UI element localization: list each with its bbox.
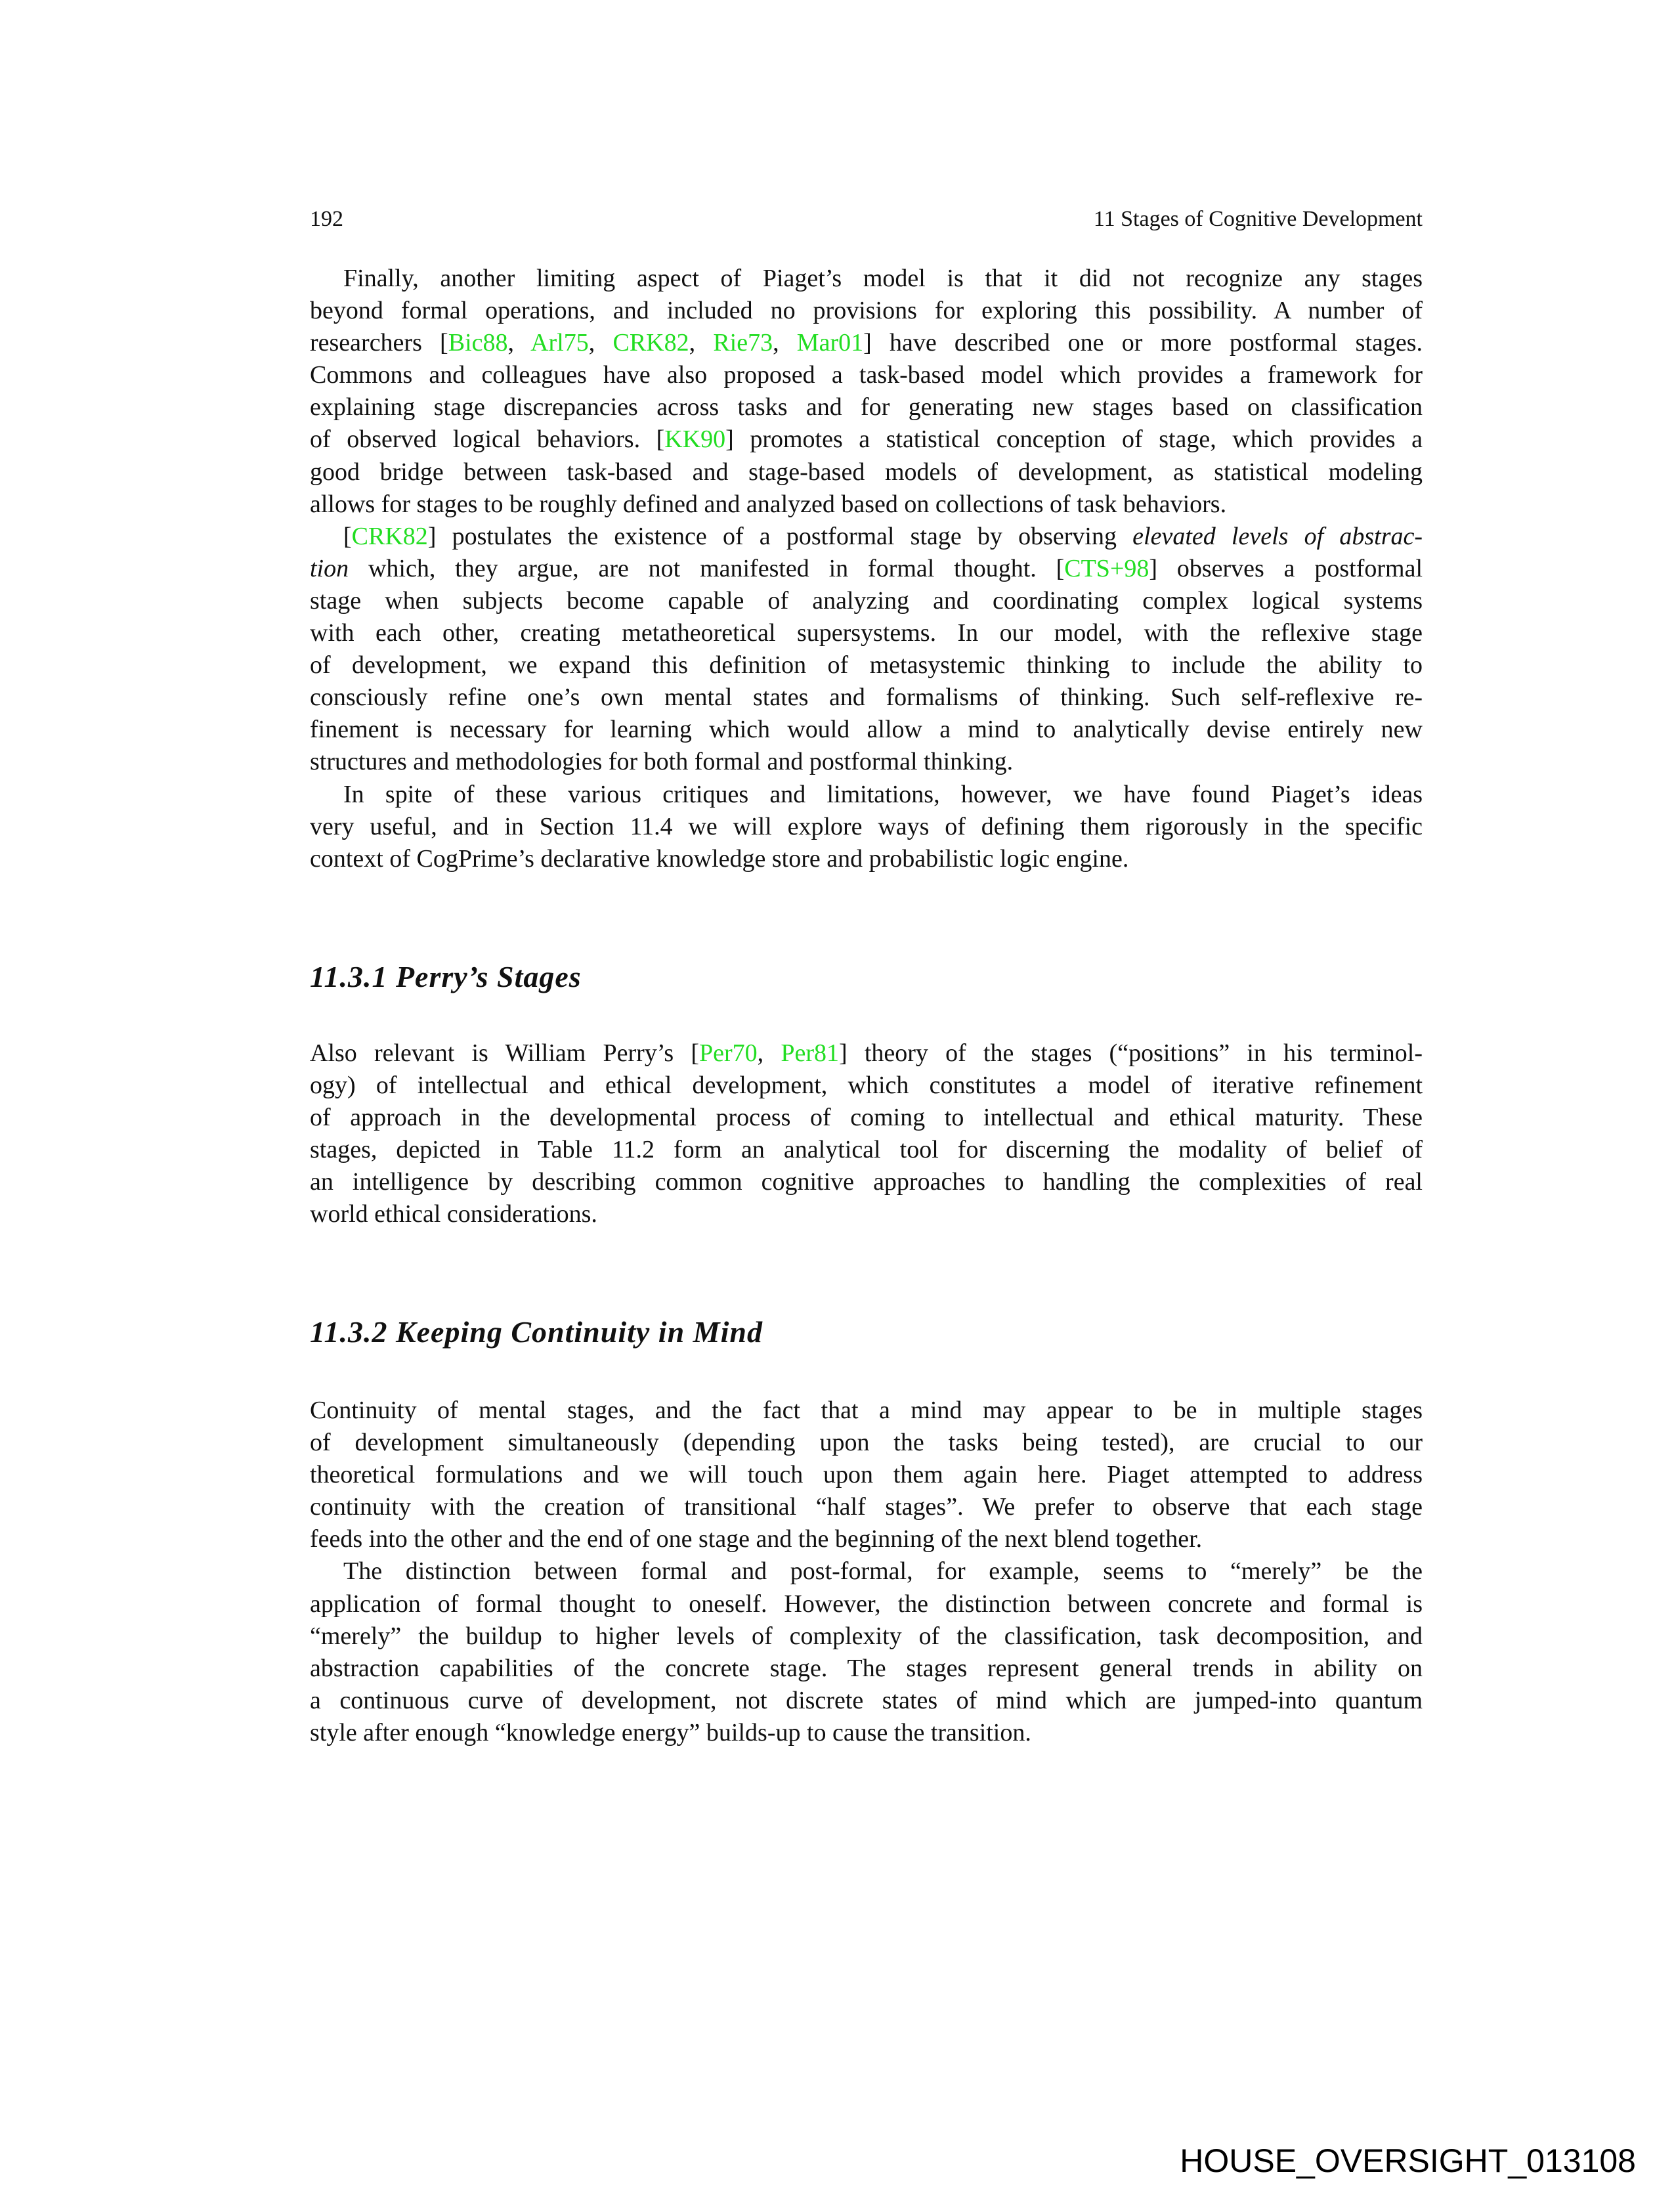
citation-link[interactable]: Rie73 xyxy=(713,329,773,357)
text-line xyxy=(310,553,1423,585)
intro-section xyxy=(310,263,1423,875)
body-text: with each other, creating metatheoretical supersystems. In our model, with the reflexive stage xyxy=(310,619,1423,647)
text-line xyxy=(310,456,1423,488)
citation-link[interactable]: Per70 xyxy=(699,1039,758,1067)
text-line xyxy=(310,1523,1423,1555)
body-text: structures and methodologies for both formal and postformal thinking. xyxy=(310,748,1014,776)
body-text: good bridge between task-based and stage-based models of development, as statistical modeling xyxy=(310,458,1423,486)
text-line xyxy=(310,682,1423,714)
body-text: Also relevant is William Perry’s [ xyxy=(310,1039,699,1067)
text-line xyxy=(310,391,1423,423)
text-line xyxy=(310,1037,1423,1070)
body-text: theoretical formulations and we will touch upon them again here. Piaget attempted to address xyxy=(310,1461,1423,1489)
body-text: allows for stages to be roughly defined and analyzed based on collections of task behaviors. xyxy=(310,490,1227,518)
citation-link[interactable]: KK90 xyxy=(664,425,726,454)
body-text: In spite of these various critiques and limitations, however, we have found Piaget’s ideas xyxy=(343,780,1423,808)
paragraph xyxy=(310,521,1423,779)
body-text: ] theory of the stages (“positions” in his terminol- xyxy=(839,1039,1423,1067)
text-line xyxy=(310,1555,1423,1588)
bates-stamp: HOUSE_OVERSIGHT_013108 xyxy=(1180,2142,1636,2179)
body-text: ] have described one or more postformal stages. xyxy=(863,329,1423,357)
text-line xyxy=(310,327,1423,359)
body-text: , xyxy=(507,329,531,357)
text-line xyxy=(310,263,1423,295)
running-title: 11 Stages of Cognitive Development xyxy=(1093,207,1423,231)
text-line xyxy=(310,779,1423,811)
text-line xyxy=(310,617,1423,649)
text-line xyxy=(310,1620,1423,1653)
text-line xyxy=(310,1717,1423,1749)
text-line xyxy=(310,1395,1423,1427)
body-text: stage when subjects become capable of analyzing and coordinating complex logical systems xyxy=(310,586,1423,615)
page-number: 192 xyxy=(310,207,343,231)
text-line xyxy=(310,746,1423,778)
citation-link[interactable]: Per81 xyxy=(781,1039,839,1067)
body-text: of approach in the developmental process of coming to intellectual and ethical maturity. These xyxy=(310,1104,1423,1132)
text-line xyxy=(310,1491,1423,1523)
body-text: context of CogPrime’s declarative knowledge store and probabilistic logic engine. xyxy=(310,844,1129,873)
body-text: world ethical considerations. xyxy=(310,1200,597,1228)
body-text: stages, depicted in Table 11.2 form an analytical tool for discerning the modality of belief of xyxy=(310,1136,1423,1164)
text-line xyxy=(310,359,1423,391)
body-text: continuity with the creation of transitional “half stages”. We prefer to observe that each stage xyxy=(310,1493,1423,1521)
paragraph xyxy=(310,1395,1423,1555)
text-line xyxy=(310,585,1423,617)
body-text: of development simultaneously (depending upon the tasks being tested), are crucial to our xyxy=(310,1429,1423,1457)
text-line xyxy=(310,811,1423,843)
body-text: The distinction between formal and post-formal, for example, seems to “merely” be the xyxy=(343,1557,1423,1586)
body-text: of development, we expand this definition of metasystemic thinking to include the ability to xyxy=(310,651,1423,680)
text-line xyxy=(310,649,1423,682)
text-line xyxy=(310,1653,1423,1685)
body-text: ] observes a postformal xyxy=(1149,554,1423,582)
body-text: , xyxy=(588,329,613,357)
text-line xyxy=(310,1166,1423,1198)
body-text: Continuity of mental stages, and the fact that a mind may appear to be in multiple stages xyxy=(310,1397,1423,1424)
body-text: abstraction capabilities of the concrete stage. The stages represent general trends in ability on xyxy=(310,1654,1423,1682)
text-line xyxy=(310,521,1423,553)
body-text: beyond formal operations, and included no provisions for exploring this possibility. A number of xyxy=(310,297,1423,325)
body-text: very useful, and in Section 11.4 we will explore ways of defining them rigorously in the specific xyxy=(310,812,1423,840)
body-text: ] promotes a statistical conception of stage, which provides a xyxy=(725,425,1423,454)
body-text: Finally, another limiting aspect of Piaget’s model is that it did not recognize any stages xyxy=(343,265,1423,292)
section-heading-continuity: 11.3.2 Keeping Continuity in Mind xyxy=(310,1315,763,1349)
text-line xyxy=(310,843,1423,875)
text-line xyxy=(310,423,1423,456)
body-text: , xyxy=(773,329,797,357)
body-text: which, they argue, are not manifested in formal thought. [ xyxy=(349,554,1065,582)
body-text: , xyxy=(689,329,714,357)
body-text: , xyxy=(757,1039,781,1067)
body-text: Commons and colleagues have also proposed a task-based model which provides a framework for xyxy=(310,361,1423,389)
body-text: application of formal thought to oneself. However, the distinction between concrete and formal is xyxy=(310,1590,1423,1618)
paragraph xyxy=(310,1555,1423,1749)
body-text: of observed logical behaviors. [ xyxy=(310,425,665,454)
perry-section xyxy=(310,1037,1423,1231)
citation-link[interactable]: Bic88 xyxy=(448,329,508,357)
body-text: explaining stage discrepancies across tasks and for generating new stages based on classification xyxy=(310,393,1423,422)
body-text: an intelligence by describing common cognitive approaches to handling the complexities of real xyxy=(310,1168,1423,1196)
body-text: a continuous curve of development, not discrete states of mind which are jumped-into quantum xyxy=(310,1686,1423,1714)
text-line xyxy=(310,1427,1423,1459)
body-text: researchers [ xyxy=(310,329,448,357)
text-line xyxy=(310,1685,1423,1717)
text-line xyxy=(310,1134,1423,1166)
body-text: style after enough “knowledge energy” builds-up to cause the transition. xyxy=(310,1718,1031,1746)
body-text: ogy) of intellectual and ethical development, which constitutes a model of iterative refinement xyxy=(310,1072,1423,1100)
text-line xyxy=(310,1588,1423,1620)
citation-link[interactable]: Arl75 xyxy=(530,329,589,357)
citation-link[interactable]: CRK82 xyxy=(351,522,428,550)
body-text: feeds into the other and the end of one stage and the beginning of the next blend together. xyxy=(310,1525,1203,1553)
citation-link[interactable]: CRK82 xyxy=(612,329,689,357)
paragraph xyxy=(310,1037,1423,1231)
emphasis-text: tion xyxy=(310,554,349,582)
paragraph xyxy=(310,263,1423,521)
text-line xyxy=(310,1070,1423,1102)
section-heading-perry: 11.3.1 Perry’s Stages xyxy=(310,960,582,993)
body-text: finement is necessary for learning which would allow a mind to analytically devise entirely new xyxy=(310,716,1423,744)
continuity-section xyxy=(310,1395,1423,1749)
text-line xyxy=(310,1102,1423,1134)
text-line xyxy=(310,1198,1423,1230)
citation-link[interactable]: CTS+98 xyxy=(1064,554,1149,582)
text-line xyxy=(310,714,1423,746)
emphasis-text: elevated levels of abstrac- xyxy=(1132,522,1423,550)
body-text: ] postulates the existence of a postformal stage by observing xyxy=(427,522,1133,550)
citation-link[interactable]: Mar01 xyxy=(796,329,864,357)
body-text: consciously refine one’s own mental states and formalisms of thinking. Such self-reflexive re- xyxy=(310,683,1423,712)
text-line xyxy=(310,295,1423,327)
text-line xyxy=(310,488,1423,521)
text-line xyxy=(310,1459,1423,1491)
paragraph xyxy=(310,779,1423,875)
body-text: “merely” the buildup to higher levels of complexity of the classification, task decomposition, and xyxy=(310,1622,1423,1650)
body-text: [ xyxy=(343,522,352,550)
